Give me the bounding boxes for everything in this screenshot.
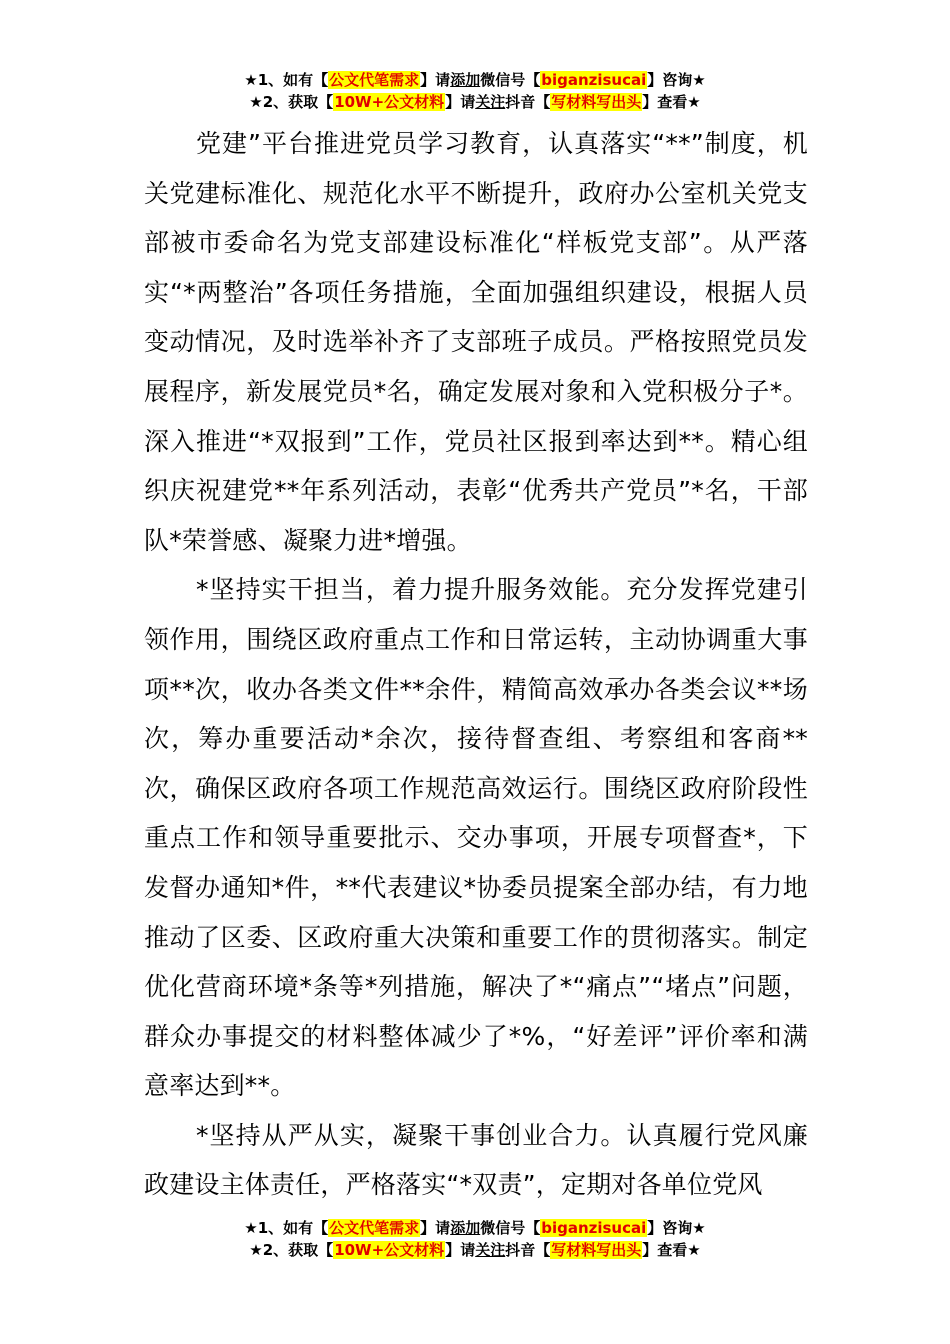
banner-text: 】请 bbox=[445, 1241, 476, 1259]
banner-text: 】请 bbox=[420, 1219, 451, 1237]
banner-underline-text: 添加 bbox=[450, 1219, 481, 1237]
banner-line-1 bbox=[0, 70, 950, 92]
banner-highlight: 公文代笔需求 bbox=[329, 71, 420, 89]
banner-highlight: biganzisucai bbox=[541, 71, 647, 89]
banner-line-2 bbox=[0, 1240, 950, 1262]
document-body bbox=[144, 119, 808, 1210]
banner-underline-text: 关注 bbox=[475, 93, 506, 111]
paragraph-1: 党建”平台推进党员学习教育，认真落实“**”制度，机关党建标准化、规范化水平不断提升，政府办公室机关党支部被市委命名为党支部建设标准化“样板党支部”。从严落实“*两整治”各项任务措施，全面加强组织建设，根据人员变动情况，及时选举补齐了支部班子成员。严格按照党员发展程序，新发展党员*名，确定发展对象和入党积极分子*。深入推进“*双报到”工作，党员社区报到率达到**。精心组织庆祝建党**年系列活动，表彰“优秀共产党员”*名，干部队*荣誉感、凝聚力进*增强。 bbox=[144, 129, 808, 555]
banner-line-2 bbox=[0, 92, 950, 114]
banner-highlight: biganzisucai bbox=[541, 1219, 647, 1237]
paragraph-2: *坚持实干担当，着力提升服务效能。充分发挥党建引领作用，围绕区政府重点工作和日常运转，主动协调重大事项**次，收办各类文件**余件，精简高效承办各类会议**场次，筹办重要活动*余次，接待督查组、考察组和客商**次，确保区政府各项工作规范高效运行。围绕区政府阶段性重点工作和领导重要批示、交办事项，开展专项督查*，下发督办通知*件，**代表建议*协委员提案全部办结，有力地推动了区委、区政府重大决策和重要工作的贯彻落实。制定优化营商环境*条等*列措施，解决了*“痛点”“堵点”问题，群众办事提交的材料整体减少了*%，“好差评”评价率和满意率达到**。 bbox=[144, 575, 808, 1101]
banner-text: ★2、获取【 bbox=[249, 93, 334, 111]
banner-highlight: 公文代笔需求 bbox=[329, 1219, 420, 1237]
banner-text: 微信号【 bbox=[480, 71, 541, 89]
banner-highlight: 写材料写出头 bbox=[551, 1241, 642, 1259]
banner-text: ★1、如有【 bbox=[244, 1219, 329, 1237]
banner-text: 】查看★ bbox=[642, 93, 701, 111]
banner-text: 】咨询★ bbox=[647, 1219, 706, 1237]
banner-highlight: 10W+公文材料 bbox=[334, 93, 445, 111]
banner-text: 抖音【 bbox=[505, 93, 551, 111]
banner-text: 】咨询★ bbox=[647, 71, 706, 89]
banner-highlight: 10W+公文材料 bbox=[334, 1241, 445, 1259]
banner-text: ★2、获取【 bbox=[249, 1241, 334, 1259]
banner-text: 】请 bbox=[420, 71, 451, 89]
banner-underline-text: 添加 bbox=[450, 71, 481, 89]
banner-text: ★1、如有【 bbox=[244, 71, 329, 89]
banner-highlight: 写材料写出头 bbox=[551, 93, 642, 111]
header-banner bbox=[0, 70, 950, 114]
banner-underline-text: 关注 bbox=[475, 1241, 506, 1259]
banner-line-1 bbox=[0, 1218, 950, 1240]
paragraph-3: *坚持从严从实，凝聚干事创业合力。认真履行党风廉政建设主体责任，严格落实“*双责”，定期对各单位党风 bbox=[144, 1120, 808, 1200]
footer-banner bbox=[0, 1218, 950, 1262]
banner-text: 】查看★ bbox=[642, 1241, 701, 1259]
banner-text: 抖音【 bbox=[505, 1241, 551, 1259]
banner-text: 】请 bbox=[445, 93, 476, 111]
banner-text: 微信号【 bbox=[480, 1219, 541, 1237]
